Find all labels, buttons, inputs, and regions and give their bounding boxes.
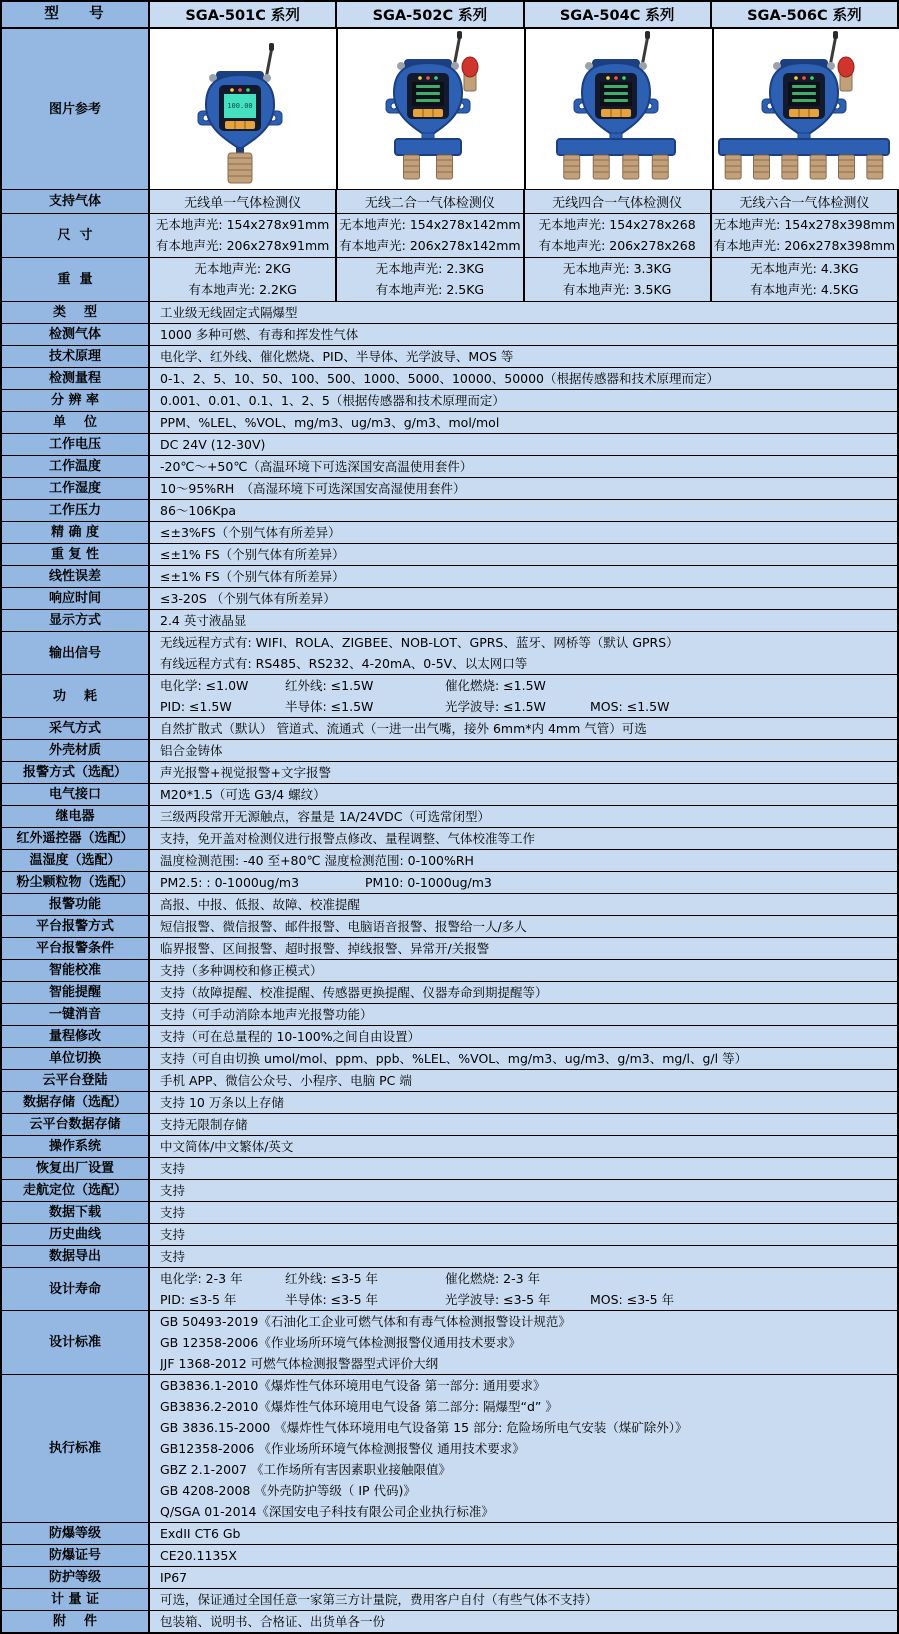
header-model-sga-506c: SGA-506C 系列 [712, 2, 897, 27]
spec-row-label: 设计标准 [2, 1311, 150, 1374]
spec-row-label: 智能提醒 [2, 982, 150, 1003]
spec-row-label: 历史曲线 [2, 1224, 150, 1245]
spec-row-value [150, 1545, 897, 1566]
spec-row-value-line: Q/SGA 01-2014《深国安电子科技有限公司企业执行标准》 [160, 1504, 494, 1519]
spec-row-value [150, 324, 897, 345]
spec-row-value-segment: PID: ≤1.5W [160, 699, 232, 714]
spec-row-label: 报警方式（选配） [2, 762, 150, 783]
spec-row-value-segment: 半导体: ≤1.5W [285, 699, 374, 714]
support-gas-sga-502c: 无线二合一气体检测仪 [337, 190, 524, 213]
spec-row [2, 806, 897, 828]
spec-row-label: 功 耗 [2, 675, 150, 717]
spec-row-value-line: 短信报警、微信报警、邮件报警、电脑语音报警、报警给一人/多人 [160, 919, 527, 934]
spec-row-label: 类 型 [2, 302, 150, 323]
spec-row [2, 916, 897, 938]
spec-row [2, 412, 897, 434]
size-value: 有本地声光: 206x278x398mm [713, 238, 896, 254]
spec-row-value-segment: MOS: ≤3-5 年 [590, 1292, 675, 1307]
spec-row-value-line: 86～106Kpa [160, 503, 237, 518]
spec-row-value-line: 支持无限制存储 [160, 1117, 248, 1132]
spec-row-value-line: 支持（可自由切换 umol/mol、ppm、ppb、%LEL、%VOL、mg/m3、ug/m3、g/m3、mg/l、g/l 等） [160, 1051, 748, 1066]
support-gas-sga-506c: 无线六合一气体检测仪 [712, 190, 897, 213]
weight-sga-501c [150, 258, 337, 301]
spec-row-label: 量程修改 [2, 1026, 150, 1047]
product-image-sga-501c [150, 29, 338, 189]
spec-row-label: 平台报警条件 [2, 938, 150, 959]
spec-row-value-segment: MOS: ≤1.5W [590, 699, 670, 714]
spec-row-value-segment: 电化学: ≤1.0W [160, 678, 249, 693]
spec-row-label: 设计寿命 [2, 1268, 150, 1310]
spec-row-value [150, 456, 897, 477]
size-value: 无本地声光: 154x278x268 [538, 216, 696, 232]
spec-row [2, 784, 897, 806]
spec-row-label: 外壳材质 [2, 740, 150, 761]
spec-row [2, 1136, 897, 1158]
spec-row-value-line: 临界报警、区间报警、超时报警、掉线报警、异常开/关报警 [160, 941, 490, 956]
size-row [2, 214, 897, 258]
spec-row-value-line: 支持 [160, 1227, 186, 1242]
spec-row [2, 1114, 897, 1136]
spec-row [2, 718, 897, 740]
weight-value: 无本地声光: 4.3KG [750, 260, 859, 276]
spec-row-value-line: GB3836.2-2010《爆炸性气体环境用电气设备 第二部分: 隔爆型“d” 》 [160, 1399, 558, 1414]
spec-row-value-line: JJF 1368-2012 可燃气体检测报警器型式评价大纲 [160, 1356, 439, 1371]
spec-row-value-segment: 红外线: ≤1.5W [285, 678, 374, 693]
spec-row-value-line: GB 12358-2006《作业场所环境气体检测报警仪通用技术要求》 [160, 1335, 521, 1350]
spec-row-value-line: 声光报警+视觉报警+文字报警 [160, 765, 331, 780]
spec-row-label: 一键消音 [2, 1004, 150, 1025]
spec-row-value [150, 1311, 897, 1374]
spec-row-label: 检测量程 [2, 368, 150, 389]
spec-row-value [150, 412, 897, 433]
spec-row [2, 1246, 897, 1268]
spec-row [2, 1158, 897, 1180]
spec-row-label: 数据导出 [2, 1246, 150, 1267]
spec-row-value [150, 1224, 897, 1245]
spec-row-label: 工作湿度 [2, 478, 150, 499]
spec-row-value-line: GB 3836.15-2000 《爆炸性气体环境用电气设备第 15 部分: 危险场所电气安装（煤矿除外）》 [160, 1420, 688, 1435]
spec-row-label: 防爆证号 [2, 1545, 150, 1566]
image-row [2, 29, 897, 190]
spec-row-value-line: PPM、%LEL、%VOL、mg/m3、ug/m3、g/m3、mol/mol [160, 415, 500, 430]
weight-sga-506c [712, 258, 897, 301]
size-value: 有本地声光: 206x278x91mm [155, 238, 330, 254]
size-sga-504c [525, 214, 712, 257]
spec-row [2, 346, 897, 368]
spec-row-label: 温湿度（选配） [2, 850, 150, 871]
spec-row-value [150, 500, 897, 521]
spec-row-label: 云平台登陆 [2, 1070, 150, 1091]
spec-row-value [150, 1589, 897, 1610]
image-row-label: 图片参考 [2, 29, 150, 189]
spec-row [2, 894, 897, 916]
spec-row [2, 1268, 897, 1311]
header-model-sga-504c: SGA-504C 系列 [525, 2, 712, 27]
spec-row-label: 精 确 度 [2, 522, 150, 543]
spec-row-value [150, 566, 897, 587]
spec-row-value-line: 支持 [160, 1161, 186, 1176]
spec-row-value-line: 支持（可手动消除本地声光报警功能） [160, 1007, 373, 1022]
spec-row-label: 防护等级 [2, 1567, 150, 1588]
support-gas-row [2, 190, 897, 214]
spec-row-value-line: 1000 多种可燃、有毒和挥发性气体 [160, 327, 359, 342]
spec-row [2, 1070, 897, 1092]
weight-value: 有本地声光: 4.5KG [750, 282, 859, 298]
header-model-label: 型 号 [2, 2, 150, 27]
spec-row-label: 单 位 [2, 412, 150, 433]
support-gas-sga-501c: 无线单一气体检测仪 [150, 190, 337, 213]
spec-row-value-segment: 催化燃烧: 2-3 年 [445, 1271, 541, 1286]
spec-row-label: 分 辨 率 [2, 390, 150, 411]
spec-row-label: 工作温度 [2, 456, 150, 477]
spec-row [2, 872, 897, 894]
spec-row [2, 522, 897, 544]
spec-row-value [150, 762, 897, 783]
size-value: 无本地声光: 154x278x398mm [713, 216, 896, 232]
weight-value: 有本地声光: 2.5KG [375, 282, 485, 298]
spec-row-value-line: 工业级无线固定式隔爆型 [160, 305, 298, 320]
spec-row-value-line: 支持 [160, 1183, 186, 1198]
spec-row-value-segment: 半导体: ≤3-5 年 [285, 1292, 379, 1307]
spec-row-value [150, 1092, 897, 1113]
spec-row-label: 显示方式 [2, 610, 150, 631]
spec-row-value [150, 434, 897, 455]
spec-row-value-line: 2.4 英寸液晶显 [160, 613, 247, 628]
spec-row-label: 继电器 [2, 806, 150, 827]
spec-row-value [150, 1375, 897, 1522]
weight-value: 无本地声光: 2KG [194, 260, 291, 276]
size-sga-501c [150, 214, 337, 257]
spec-row-value-line: M20*1.5（可选 G3/4 螺纹） [160, 787, 326, 802]
spec-row-value-line: -20℃～+50℃（高温环境下可选深国安高温使用套件） [160, 459, 473, 474]
spec-row-value-line [160, 675, 887, 696]
spec-row-value [150, 872, 897, 893]
support-gas-label: 支持气体 [2, 190, 150, 213]
spec-row-value [150, 1268, 897, 1310]
spec-row [2, 1026, 897, 1048]
spec-row-value-line: 0-1、2、5、10、50、100、500、1000、5000、10000、50000（根据传感器和技术原理而定） [160, 371, 720, 386]
spec-row-label: 数据下载 [2, 1202, 150, 1223]
spec-row-value [150, 1136, 897, 1157]
spec-row-value [150, 544, 897, 565]
spec-row [2, 390, 897, 412]
spec-row [2, 1611, 897, 1632]
spec-row-value [150, 368, 897, 389]
spec-row-value-segment: 光学波导: ≤1.5W [445, 699, 546, 714]
spec-row-value [150, 588, 897, 609]
spec-row-value [150, 960, 897, 981]
size-label: 尺 寸 [2, 214, 150, 257]
spec-row-value-line: 可选，保证通过全国任意一家第三方计量院，费用客户自付（有些气体不支持） [160, 1592, 598, 1607]
spec-row-value-line: ≤±1% FS（个别气体有所差异） [160, 547, 345, 562]
spec-row-value [150, 740, 897, 761]
spec-row-value-line: 支持 [160, 1249, 186, 1264]
spec-row-label: 红外遥控器（选配） [2, 828, 150, 849]
svg-text:100.00: 100.00 [227, 102, 253, 110]
spec-row-value-line [160, 1289, 887, 1310]
spec-row [2, 1589, 897, 1611]
spec-row-label: 报警功能 [2, 894, 150, 915]
spec-row [2, 960, 897, 982]
product-image-sga-502c [338, 29, 526, 189]
spec-row-label: 云平台数据存储 [2, 1114, 150, 1135]
weight-value: 有本地声光: 2.2KG [188, 282, 297, 298]
spec-row-value [150, 1180, 897, 1201]
spec-row-value-line: 支持，免开盖对检测仪进行报警点修改、量程调整、气体校准等工作 [160, 831, 536, 846]
gas-detector-illustration [150, 31, 336, 187]
spec-row-value [150, 938, 897, 959]
spec-row-label: 执行标准 [2, 1375, 150, 1522]
spec-row [2, 1567, 897, 1589]
spec-row [2, 1180, 897, 1202]
spec-row-value-line: 0.001、0.01、0.1、1、2、5（根据传感器和技术原理而定） [160, 393, 505, 408]
spec-row [2, 500, 897, 522]
spec-row [2, 850, 897, 872]
spec-row-value-line: ≤±3%FS（个别气体有所差异） [160, 525, 341, 540]
spec-row-label: 技术原理 [2, 346, 150, 367]
spec-row-label: 恢复出厂设置 [2, 1158, 150, 1179]
spec-row [2, 828, 897, 850]
spec-row-label: 重 复 性 [2, 544, 150, 565]
size-sga-506c [712, 214, 897, 257]
spec-row [2, 456, 897, 478]
spec-row-value [150, 1070, 897, 1091]
spec-row [2, 544, 897, 566]
spec-row-label: 采气方式 [2, 718, 150, 739]
spec-row-value-line: 支持 10 万条以上存储 [160, 1095, 284, 1110]
spec-row-value-line [160, 696, 887, 717]
spec-row [2, 762, 897, 784]
spec-row-value [150, 1611, 897, 1632]
spec-row [2, 675, 897, 718]
spec-row-value [150, 1202, 897, 1223]
spec-row-label: 操作系统 [2, 1136, 150, 1157]
spec-row-value-line: GB 4208-2008 《外壳防护等级（ IP 代码)》 [160, 1483, 416, 1498]
spec-row-value-line: ≤3-20S （个别气体有所差异） [160, 591, 336, 606]
spec-row-value-segment: 红外线: ≤3-5 年 [285, 1271, 379, 1286]
spec-row-value-line: 中文简体/中文繁体/英文 [160, 1139, 294, 1154]
gas-detector-illustration [526, 31, 712, 187]
spec-row [2, 1092, 897, 1114]
spec-row-value-line: ExdII CT6 Gb [160, 1526, 241, 1541]
spec-row-label: 计 量 证 [2, 1589, 150, 1610]
weight-value: 有本地声光: 3.5KG [562, 282, 672, 298]
spec-row [2, 566, 897, 588]
spec-row-label: 响应时间 [2, 588, 150, 609]
product-image-sga-506c [714, 29, 899, 189]
size-sga-502c [337, 214, 524, 257]
spec-row-value [150, 894, 897, 915]
spec-row-value-line: 三级两段常开无源触点，容量是 1A/24VDC（可选常闭型） [160, 809, 490, 824]
spec-row-label: 检测气体 [2, 324, 150, 345]
spec-row-value-segment: PID: ≤3-5 年 [160, 1292, 237, 1307]
spec-row-label: 线性误差 [2, 566, 150, 587]
spec-row-value [150, 1114, 897, 1135]
spec-row-label: 防爆等级 [2, 1523, 150, 1544]
spec-row-value-line: 手机 APP、微信公众号、小程序、电脑 PC 端 [160, 1073, 412, 1088]
spec-row-value-line: 10～95%RH （高湿环境下可选深国安高湿使用套件） [160, 481, 466, 496]
spec-row [2, 588, 897, 610]
spec-row-value-segment: 光学波导: ≤3-5 年 [445, 1292, 551, 1307]
size-value: 无本地声光: 154x278x91mm [155, 216, 330, 232]
spec-row-value-line: GB 50493-2019《石油化工企业可燃气体和有毒气体检测报警设计规范》 [160, 1314, 571, 1329]
spec-row-value [150, 806, 897, 827]
size-value: 有本地声光: 206x278x142mm [339, 238, 521, 254]
spec-row-value [150, 302, 897, 323]
spec-row-value-line: 无线远程方式有: WIFI、ROLA、ZIGBEE、NOB-LOT、GPRS、蓝牙、网桥等（默认 GPRS） [160, 635, 679, 650]
spec-row-value-line: GBZ 2.1-2007 《工作场所有害因素职业接触限值》 [160, 1462, 451, 1477]
weight-label: 重 量 [2, 258, 150, 301]
spec-row-value [150, 1158, 897, 1179]
spec-row-label: 附 件 [2, 1611, 150, 1632]
spec-row [2, 1523, 897, 1545]
spec-rows-container [2, 302, 897, 1632]
header-row [2, 2, 897, 29]
spec-row-value-line: 电化学、红外线、催化燃烧、PID、半导体、光学波导、MOS 等 [160, 349, 514, 364]
spec-row-value-line: GB12358-2006 《作业场所环境气体检测报警仪 通用技术要求》 [160, 1441, 525, 1456]
spec-row-value-line: 支持（故障提醒、校准提醒、传感器更换提醒、仪器寿命到期提醒等） [160, 985, 548, 1000]
spec-row-value-line: 支持 [160, 1205, 186, 1220]
spec-row-label: 智能校准 [2, 960, 150, 981]
spec-row-label: 走航定位（选配） [2, 1180, 150, 1201]
spec-row-value [150, 982, 897, 1003]
size-value: 有本地声光: 206x278x268 [538, 238, 696, 254]
spec-row-value [150, 1567, 897, 1588]
spec-row-value-line: 支持（多种调校和修正模式） [160, 963, 323, 978]
spec-row [2, 982, 897, 1004]
spec-row-label: 单位切换 [2, 1048, 150, 1069]
support-gas-sga-504c: 无线四合一气体检测仪 [525, 190, 712, 213]
weight-value: 无本地声光: 3.3KG [562, 260, 672, 276]
spec-row [2, 1004, 897, 1026]
weight-sga-504c [525, 258, 712, 301]
spec-row [2, 1311, 897, 1375]
spec-row-value-segment: 电化学: 2-3 年 [160, 1271, 243, 1286]
spec-row [2, 1545, 897, 1567]
spec-row [2, 1375, 897, 1523]
spec-row-value [150, 610, 897, 631]
spec-row-value-line: 铝合金铸体 [160, 743, 223, 758]
spec-row-value-line: 自然扩散式（默认） 管道式、流通式（一进一出气嘴，接外 6mm*内 4mm 气管）可选 [160, 721, 647, 736]
spec-row-value-segment: 催化燃烧: ≤1.5W [445, 678, 546, 693]
spec-row-label: 平台报警方式 [2, 916, 150, 937]
spec-row [2, 1048, 897, 1070]
spec-row-value-line: IP67 [160, 1570, 188, 1585]
weight-row [2, 258, 897, 302]
spec-row [2, 1224, 897, 1246]
spec-row-value [150, 1004, 897, 1025]
spec-row-value [150, 1246, 897, 1267]
spec-row-value [150, 390, 897, 411]
header-model-sga-501c: SGA-501C 系列 [150, 2, 337, 27]
spec-row [2, 938, 897, 960]
spec-row-value [150, 1523, 897, 1544]
spec-row [2, 632, 897, 675]
gas-detector-illustration [338, 31, 524, 187]
spec-row-value-line: 有线远程方式有: RS485、RS232、4-20mA、0-5V、以太网口等 [160, 656, 528, 671]
size-value: 无本地声光: 154x278x142mm [339, 216, 521, 232]
spec-row-value-line [160, 1268, 887, 1289]
spec-row-value-line: 高报、中报、低报、故障、校准提醒 [160, 897, 361, 912]
spec-row-value [150, 675, 897, 717]
spec-row-value-line: 支持（可在总量程的 10-100%之间自由设置） [160, 1029, 421, 1044]
product-image-sga-504c [526, 29, 714, 189]
spec-row-value [150, 718, 897, 739]
spec-row [2, 434, 897, 456]
spec-row-value-line: CE20.1135X [160, 1548, 237, 1563]
spec-row-value-line: 温度检测范围: -40 至+80℃ 湿度检测范围: 0-100%RH [160, 853, 474, 868]
spec-row-value [150, 346, 897, 367]
header-model-sga-502c: SGA-502C 系列 [337, 2, 524, 27]
spec-row-value-line: 包装箱、说明书、合格证、出货单各一份 [160, 1614, 386, 1629]
spec-row-value-segment: PM10: 0-1000ug/m3 [365, 875, 492, 890]
spec-row-value-line: ≤±1% FS（个别气体有所差异） [160, 569, 345, 584]
spec-row-value-line [160, 872, 887, 893]
spec-row-label: 输出信号 [2, 632, 150, 674]
spec-row-value [150, 1048, 897, 1069]
spec-row-value [150, 850, 897, 871]
weight-sga-502c [337, 258, 524, 301]
spec-row-label: 粉尘颗粒物（选配） [2, 872, 150, 893]
spec-row-value [150, 1026, 897, 1047]
spec-row-label: 数据存储（选配） [2, 1092, 150, 1113]
spec-row-value-line: DC 24V (12-30V) [160, 437, 266, 452]
spec-row-value-segment: PM2.5: : 0-1000ug/m3 [160, 875, 300, 890]
spec-row [2, 1202, 897, 1224]
spec-row-value [150, 828, 897, 849]
spec-row-value [150, 784, 897, 805]
spec-row [2, 368, 897, 390]
spec-row [2, 324, 897, 346]
spec-row [2, 610, 897, 632]
spec-row-value [150, 478, 897, 499]
spec-row-value [150, 632, 897, 674]
spec-row-label: 电气接口 [2, 784, 150, 805]
gas-detector-illustration [714, 31, 899, 187]
weight-value: 无本地声光: 2.3KG [375, 260, 485, 276]
spec-row [2, 740, 897, 762]
spec-row [2, 302, 897, 324]
spec-row [2, 478, 897, 500]
spec-row-label: 工作压力 [2, 500, 150, 521]
spec-row-label: 工作电压 [2, 434, 150, 455]
spec-row-value-line: GB3836.1-2010《爆炸性气体环境用电气设备 第一部分: 通用要求》 [160, 1378, 546, 1393]
spec-row-value [150, 916, 897, 937]
spec-row-value [150, 522, 897, 543]
